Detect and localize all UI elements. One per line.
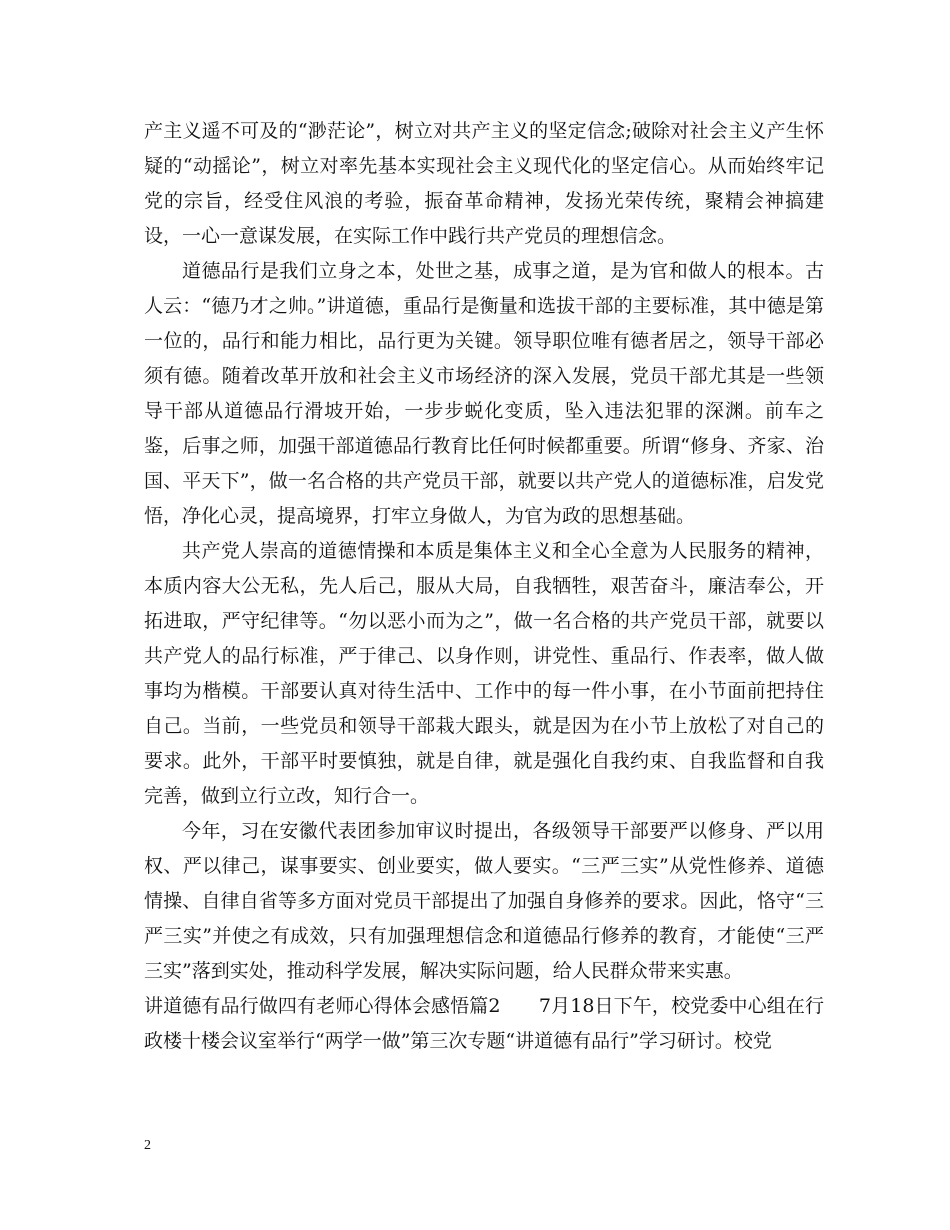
paragraph-2: 道德品行是我们立身之本，处世之基，成事之道，是为官和做人的根本。古人云：“德乃才之帅。”讲道德，重品行是衡量和选拔干部的主要标准，其中德是第一位的，品行和能力相比，品行更为关键。领导职位唯有德者居之，领导干部必须有德。随着改革开放和社会主义市场经济的深入发展，党员干部尤其是一些领导干部从道德品行滑坡开始，一步步蜕化变质，坠入违法犯罪的深渊。前车之鉴，后事之师，加强干部道德品行教育比任何时候都重要。所谓“修身、齐家、治国、平天下”，做一名合格的共产党员干部，就要以共产党人的道德标准，启发党悟，净化心灵，提高境界，打牢立身做人，为官为政的思想基础。	[144, 260, 824, 527]
paragraph-5: 讲道德有品行做四有老师心得体会感悟篇2 7月18日下午，校党委中心组在行政楼十楼会议室举行“两学一做”第三次专题“讲道德有品行”学习研讨。校党	[144, 995, 824, 1052]
paragraph-4: 今年，习在安徽代表团参加审议时提出，各级领导干部要严以修身、严以用权、严以律己，谋事要实、创业要实，做人要实。“三严三实”从党性修养、道德情操、自律自省等多方面对党员干部提出了加强自身修养的要求。因此，恪守“三严三实”并使之有成效，只有加强理想信念和道德品行修养的教育，才能使“三严三实”落到实处，推动科学发展，解决实际问题，给人民群众带来实惠。	[144, 820, 824, 982]
paragraph-1: 产主义遥不可及的“渺茫论”，树立对共产主义的坚定信念;破除对社会主义产生怀疑的“动摇论”，树立对率先基本实现社会主义现代化的坚定信心。从而始终牢记党的宗旨，经受住风浪的考验，振奋革命精神，发扬光荣传统，聚精会神搞建设，一心一意谋发展，在实际工作中践行共产党员的理想信念。	[144, 120, 824, 247]
document-body	[144, 114, 824, 1059]
page-number: 2	[144, 1138, 151, 1153]
paragraph-3: 共产党人崇高的道德情操和本质是集体主义和全心全意为人民服务的精神，本质内容大公无私，先人后己，服从大局，自我牺牲，艰苦奋斗，廉洁奉公，开拓进取，严守纪律等。“勿以恶小而为之”，做一名合格的共产党员干部，就要以共产党人的品行标准，严于律己、以身作则，讲党性、重品行、作表率，做人做事均为楷模。干部要认真对待生活中、工作中的每一件小事，在小节面前把持住自己。当前，一些党员和领导干部栽大跟头，就是因为在小节上放松了对自己的要求。此外，干部平时要慎独，就是自律，就是强化自我约束、自我监督和自我完善，做到立行立改，知行合一。	[144, 540, 824, 807]
